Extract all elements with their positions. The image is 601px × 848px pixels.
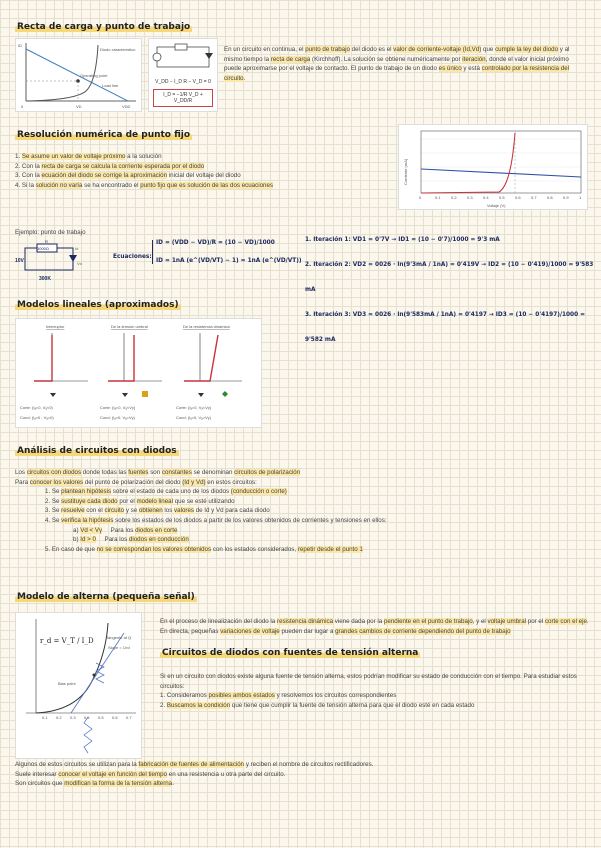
fig-label: Tangente at Q [106,635,132,640]
cond-label: Cond: (Iₐ>0, Vₐ>Vγ) [176,415,211,420]
panel-title: De la tensión umbral [111,324,148,329]
load-line-circuit [148,38,218,112]
x-tick-label: 0 [419,195,422,200]
circuit-label: Vd [77,261,82,266]
list-item: b) Id > 0 Para los diodos en conducción [73,536,189,544]
cut-label: Corte: (Iₐ=0, Vₐ<Vγ) [100,405,136,410]
circuit-label: 10V [15,258,24,264]
list-item: 1. Se asume un valor de voltaje próximo a la solución [15,153,162,160]
x-tick-label: 0.1 [435,195,441,200]
fig-label: 0.7 [126,715,132,720]
example-circuit [15,240,85,282]
rectifier-notes [15,760,590,789]
fig-label: 0.2 [56,715,62,720]
ac-sources-body [160,672,590,710]
iteration-graph [398,124,588,210]
paragraph: Para conocer los valores del punto de polarización del diodo (Id y Vd) en estos circuitos: [15,478,257,486]
paragraph: Son circuitos que modifican la forma de la tensión alterna. [15,780,174,788]
dynamic-resistance-formula: r_d = V_T / I_D [40,637,94,645]
cut-label: Corte: (Iₐ=0, Vₐ<0) [20,405,53,410]
graph-ylabel: Corriente (mA) [403,158,408,185]
iteration-1: 1. Iteración 1: VD1 = 0'7V → ID1 = (10 − 0'7)/1000 = 9'3 mA [305,237,500,243]
graph-xlabel: Voltaje (V) [487,203,506,208]
paragraph: Los circuitos con diodos donde todas las fuentes son constantes se denominan circuitos de polarización [15,469,301,476]
fig-label: Bias point [58,681,76,686]
x-tick-label: 0.6 [515,195,521,200]
panel-title: Interruptor [46,324,65,329]
x-tick-label: 0.9 [563,195,569,200]
section-title-modelos-lineales: Modelos lineales (aproximados) [17,300,179,310]
example-equations [152,240,304,264]
x-tick-label: 0.8 [547,195,553,200]
fig-label: Load line [102,83,119,88]
fig-label: Slope = 1/rd [108,645,130,650]
section-title-punto-fijo: Resolución numérica de punto fijo [17,130,191,140]
x-tick-label: 0.3 [467,195,473,200]
fig-label: 0 [21,104,24,109]
circuit-label: 300K [39,276,51,282]
section-title-fuentes-alterna: Circuitos de diodos con fuentes de tensión alterna [162,648,419,658]
cond-label: Cond: (Iₐ>0, Vₐ=Vγ) [100,415,135,420]
section-title-recta-de-carga: Recta de carga y punto de trabajo [17,22,191,32]
section-title-analisis: Análisis de circuitos con diodos [17,446,177,456]
x-tick-label: 0.4 [483,195,489,200]
cond-label: Cond: (Iₐ>0 ; Vₐ=0) [20,415,54,420]
small-signal-figure [15,612,142,759]
fig-label: 0.1 [42,715,48,720]
fig-label: 0.6 [112,715,118,720]
x-tick-label: 0.2 [451,195,457,200]
list-item: a) Vd < Vγ Para los diodos en corte [73,526,178,534]
example-title: Ejemplo: punto de trabajo [15,229,86,236]
fig-label: 0.4 [84,715,90,720]
x-tick-label: 1 [579,195,582,200]
fig-label: VD [76,104,82,109]
equation-1: ID = (VDD − VD)/R = (10 − VD)/1000 [156,240,275,246]
list-item: 2. Se sustituye cada diodo por el modelo lineal que se esté utilizando [45,497,235,505]
iterations [305,228,595,353]
analysis-body [15,468,590,554]
list-item: 1. Consideramos posibles ambos estados y resolvemos los circuitos correspondientes [160,692,397,700]
section-1-paragraph: En un circuito en continua, el punto de trabajo del diodo es el valor de corriente-voltaje (Id,Vd) que cumple la ley del diodo y al mismo tiempo la recta de carga (Kirchhoff). La solución se obtiene numéricamente por iteración, donde el valor inicial próximo puede aproximarse por el voltaje de contacto. El punto de trabajo de un diodo es único y está controlado por la resistencia del circuito. [224,46,570,82]
small-signal-paragraph: En el proceso de linealización del diodo la resistencia dinámica viene dada por la pendiente en el punto de trabajo, y el voltaje umbral por el corte con el eje. En directa, pequeñas variaciones de voltaje pueden dar lugar a grandes cambios de corriente dependiendo del punto de trabajo [160,618,589,635]
list-item: 5. En caso de que no se correspondan los valores obtenidos con los estados considerados, repetir desde el punto 1 [45,545,363,553]
x-tick-label: 0.5 [499,195,505,200]
fig-label: iD [18,43,22,48]
paragraph: Si en un circuito con diodos existe alguna fuente de tensión alterna, estos podrían modificar su estado de conducción con el tiempo. Para estudiar estos circuitos: [160,673,577,690]
section-title-modelo-alterna: Modelo de alterna (pequeña señal) [17,592,195,602]
fig-label: 0.3 [70,715,76,720]
list-item: 3. Se resuelve con el circuito y se obtienen los valores de Id y Vd para cada diodo [45,507,270,515]
list-item: 1. Se plantean hipótesis sobre el estado de cada uno de los diodos (conducción o corte) [45,488,287,496]
circuit-label: 1000Ω [37,246,49,251]
list-item: 3. Con la ecuación del diodo se corrige la aproximación inicial del voltaje del diodo [15,172,241,180]
fig-label: 0.5 [98,715,104,720]
load-line-equation: I_D = −1/R V_D + V_DD/R [153,89,213,107]
equation-2: ID = 1nA (e^(VD/VT) − 1) ≈ 1nA (e^(VD/VT)) [156,258,302,264]
circuit-label: R [45,240,48,244]
fig-label: Operating point [80,73,108,78]
circuit-label: Id [75,246,79,251]
panel-title: De la resistencia dinámica [183,324,230,329]
iteration-2: 2. Iteración 2: VD2 = 0026 · ln(9'3mA / 1nA) = 0'419V → ID2 = (10 − 0'419)/1000 = 9'583 mA [305,262,594,293]
paragraph: Suele interesar conocer el voltaje en función del tiempo en una resistencia u otra parte del circuito. [15,770,286,778]
paragraph: Algunos de estos circuitos se utilizan para la fabricación de fuentes de alimentación y reciben el nombre de circuitos rectificadores. [15,761,374,768]
load-line-graph [15,38,142,112]
equations-label: Ecuaciones: [113,254,152,260]
fig-label: VDD [122,104,131,109]
x-tick-label: 0.7 [531,195,537,200]
iteration-3: 3. Iteración 3: VD3 = 0026 · ln(9'583mA / 1nA) = 0'4197 → ID3 = (10 − 0'4197)/1000 = 9'582 mA [305,312,586,343]
fixed-point-steps [15,152,395,190]
kirchhoff-equation: V_DD − I_D R − V_D = 0 [155,79,211,85]
list-item: 2. Con la recta de carga se calcula la corriente esperada por el diodo [15,162,205,170]
cut-label: Corte: (Iₐ=0, Vₐ<Vγ) [176,405,212,410]
linear-models-figure [15,318,262,428]
list-item: 4. Si la solución no varía se ha encontrado el punto fijo que es solución de las dos ecuaciones [15,181,273,189]
list-item: 2. Buscamos la condición que tiene que cumplir la fuente de tensión alterna para que el diodo esté en cada estado [160,701,475,709]
list-item: 4. Se verifica la hipótesis sobre los estados de los diodos a partir de los valores obtenidos de corrientes y tensiones en ellos: [45,516,387,524]
fig-label: Diodo característico [100,47,136,52]
